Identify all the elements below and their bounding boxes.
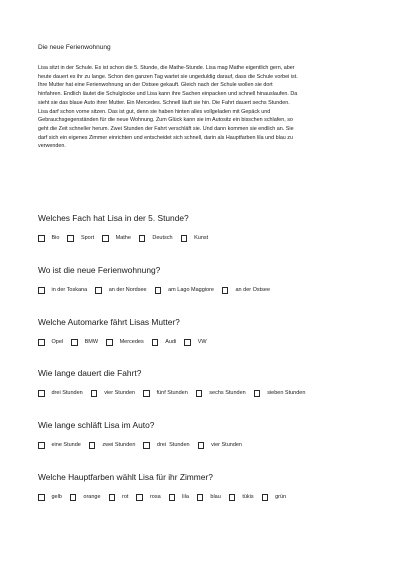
option-label: rosa — [149, 494, 161, 500]
checkbox[interactable] — [197, 494, 204, 501]
option-label: orange — [83, 494, 101, 500]
option-bmw[interactable] — [71, 339, 98, 346]
option-label: Mathe — [115, 235, 131, 241]
option-label: drei Stunden — [156, 442, 190, 448]
passage-line: Gebrauchsgegenständen für die neue Wohnung. Zum Glück kann sie im Autositz ein bisschen schlafen, so — [38, 117, 293, 124]
option-label: Kunst — [194, 235, 209, 241]
option-mercedes[interactable] — [106, 339, 144, 346]
option-label: Bio — [51, 235, 60, 241]
checkbox[interactable] — [181, 235, 188, 242]
question-text: Wie lange schläft Lisa im Auto? — [38, 420, 155, 430]
passage-line: Lisa sitzt in der Schule. Es ist schon die 5. Stunde, die Mathe-Stunde. Lisa mag Mathe eigentlich gern, aber — [38, 65, 295, 71]
option-vw[interactable] — [184, 339, 206, 346]
question-block-duration — [38, 368, 313, 398]
option-toskana[interactable] — [38, 287, 87, 294]
question-text: Welche Hauptfarben wählt Lisa für ihr Zimmer? — [38, 472, 213, 482]
option-sieben-stunden[interactable] — [254, 390, 306, 397]
option-drei-stunden-sleep[interactable] — [143, 442, 189, 449]
passage-line: sieht sie das blaue Auto ihrer Mutter. Ein Mercedes. Schnell läuft sie hin. Die Fahrt dauert sechs Stunden. — [38, 99, 290, 106]
passage-line: heute dauert es ihr zu lange. Schon den ganzen Tag wartet sie ungeduldig darauf, dass die Schule vorbei ist. — [38, 73, 298, 80]
option-opel[interactable] — [38, 339, 63, 346]
checkbox[interactable] — [38, 390, 45, 397]
option-label: tükis — [242, 494, 254, 500]
option-label: an der Ostsee — [235, 287, 271, 293]
checkbox[interactable] — [38, 442, 45, 449]
option-label: Sport — [80, 235, 95, 241]
option-lila[interactable] — [169, 494, 189, 501]
option-label: zwei Stunden — [102, 442, 136, 448]
checkbox[interactable] — [152, 339, 159, 346]
checkbox[interactable] — [143, 390, 150, 397]
document-title: Die neue Ferienwohnung — [38, 44, 111, 51]
answer-options — [38, 286, 278, 295]
question-block-car-brand — [38, 317, 215, 347]
checkbox[interactable] — [67, 235, 74, 242]
checkbox[interactable] — [109, 494, 116, 501]
option-label: an der Nordsee — [108, 287, 147, 293]
checkbox[interactable] — [222, 287, 229, 294]
option-eine-stunde[interactable] — [38, 442, 81, 449]
option-label: VW — [197, 339, 207, 345]
option-label: vier Stunden — [104, 390, 136, 396]
passage-line: geht die Zeit schneller herum. Zwei Stunden der Fahrt verschläft sie. Und dann kommen sie endlich an. Sie — [38, 125, 294, 132]
option-audi[interactable] — [152, 339, 177, 346]
option-deutsch[interactable] — [139, 235, 173, 242]
checkbox[interactable] — [169, 494, 176, 501]
question-text: Wo ist die neue Ferienwohnung? — [38, 265, 161, 275]
answer-options — [38, 493, 294, 502]
answer-options — [38, 441, 250, 450]
answer-options — [38, 389, 313, 398]
passage-line: Lisa darf schon vorne sitzen. Das ist gut, denn sie haben hinten alles vollgeladen mit Gepäck und — [38, 108, 271, 115]
option-label: grün — [275, 494, 287, 500]
checkbox[interactable] — [38, 339, 45, 346]
checkbox[interactable] — [139, 235, 146, 242]
option-bio[interactable] — [38, 235, 59, 242]
checkbox[interactable] — [102, 235, 109, 242]
option-label: eine Stunde — [51, 442, 81, 448]
answer-options — [38, 338, 215, 347]
option-kunst[interactable] — [181, 235, 209, 242]
option-label: vier Stunden — [211, 442, 242, 448]
checkbox[interactable] — [262, 494, 269, 501]
question-block-subject — [38, 213, 216, 243]
reading-passage — [38, 64, 364, 151]
option-lago-maggiore[interactable] — [155, 287, 214, 294]
option-label: gelb — [51, 494, 62, 500]
passage-line: verwenden. — [38, 143, 66, 150]
option-label: Deutsch — [152, 235, 173, 241]
question-text: Welche Automarke fährt Lisas Mutter? — [38, 317, 180, 327]
question-block-colors — [38, 472, 294, 502]
question-block-location — [38, 265, 278, 295]
option-sechs-stunden[interactable] — [196, 390, 246, 397]
checkbox[interactable] — [38, 287, 45, 294]
option-label: sechs Stunden — [209, 390, 246, 396]
option-label: Opel — [51, 339, 64, 345]
option-label: lila — [182, 494, 189, 500]
checkbox[interactable] — [106, 339, 113, 346]
option-rosa[interactable] — [136, 494, 160, 501]
option-nordsee[interactable] — [95, 287, 146, 294]
option-ostsee[interactable] — [222, 287, 270, 294]
question-text: Welches Fach hat Lisa in der 5. Stunde? — [38, 213, 189, 223]
checkbox[interactable] — [143, 442, 150, 449]
option-label: drei Stunden — [51, 390, 83, 396]
option-label: sieben Stunden — [267, 390, 306, 396]
checkbox[interactable] — [70, 494, 77, 501]
checkbox[interactable] — [136, 494, 143, 501]
checkbox[interactable] — [38, 235, 45, 242]
option-drei-stunden[interactable] — [38, 390, 83, 397]
option-fuenf-stunden[interactable] — [143, 390, 188, 397]
checkbox[interactable] — [95, 287, 102, 294]
question-block-sleep — [38, 420, 250, 450]
option-sport[interactable] — [67, 235, 94, 242]
passage-line: darf sich ein eigenes Zimmer einrichten und entscheidet sich schnell, darin als Hauptfarben lila und blau zu — [38, 134, 293, 141]
option-label: Mercedes — [119, 339, 144, 345]
option-blau[interactable] — [197, 494, 221, 501]
answer-options — [38, 234, 216, 243]
option-gruen[interactable] — [262, 494, 287, 501]
option-label: fünf Stunden — [156, 390, 188, 396]
option-orange[interactable] — [70, 494, 101, 501]
checkbox[interactable] — [91, 390, 98, 397]
question-text: Wie lange dauert die Fahrt? — [38, 368, 142, 378]
checkbox[interactable] — [198, 442, 205, 449]
option-mathe[interactable] — [102, 235, 131, 242]
checkbox[interactable] — [89, 442, 96, 449]
option-label: rot — [122, 494, 129, 500]
option-label: am Lago Maggiore — [168, 287, 214, 293]
passage-line: hinfahren. Endlich läutet die Schulglocke und Lisa kann ihre Sachen einpacken und schnell hinauslaufen. Da — [38, 91, 298, 98]
option-vier-stunden-sleep[interactable] — [198, 442, 242, 449]
checkbox[interactable] — [254, 390, 261, 397]
option-label: BMW — [84, 339, 99, 345]
checkbox[interactable] — [184, 339, 191, 346]
checkbox[interactable] — [38, 494, 45, 501]
option-gelb[interactable] — [38, 494, 62, 501]
option-rot[interactable] — [109, 494, 129, 501]
checkbox[interactable] — [155, 287, 162, 294]
checkbox[interactable] — [229, 494, 236, 501]
option-vier-stunden[interactable] — [91, 390, 135, 397]
option-zwei-stunden[interactable] — [89, 442, 136, 449]
checkbox[interactable] — [71, 339, 78, 346]
option-label: Audi — [165, 339, 177, 345]
option-label: in der Toskana — [51, 287, 88, 293]
passage-line: Ihre Mutter hat eine Ferienwohnung an der Ostsee gekauft. Gleich nach der Schule wollen sie dort — [38, 82, 273, 89]
option-label: blau — [210, 494, 221, 500]
checkbox[interactable] — [196, 390, 203, 397]
option-tuerkis[interactable] — [229, 494, 254, 501]
